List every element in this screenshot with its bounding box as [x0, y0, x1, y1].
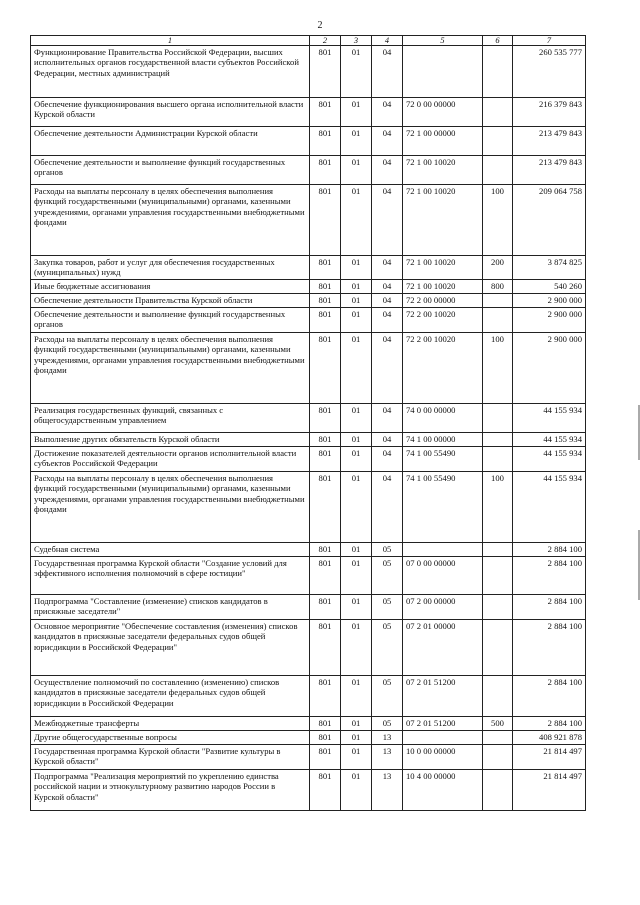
row-value-cell [483, 731, 513, 745]
row-value-cell [403, 46, 483, 98]
row-value-cell: 72 2 00 00000 [403, 294, 483, 308]
table-row [31, 676, 586, 717]
row-value-cell: 05 [372, 557, 403, 595]
row-name-cell: Реализация государственных функций, связанных с общегосударственным управлением [31, 404, 310, 433]
table-row [31, 557, 586, 595]
row-value-cell: 72 2 00 10020 [403, 333, 483, 404]
row-value-cell: 2 884 100 [513, 620, 586, 676]
col-header: 1 [31, 36, 310, 46]
row-name-cell: Судебная система [31, 543, 310, 557]
row-value-cell [403, 543, 483, 557]
table-row [31, 156, 586, 185]
row-value-cell: 01 [341, 745, 372, 770]
row-value-cell: 01 [341, 185, 372, 256]
table-row [31, 543, 586, 557]
row-value-cell: 801 [310, 745, 341, 770]
row-name-cell: Межбюджетные трансферты [31, 717, 310, 731]
row-value-cell: 04 [372, 185, 403, 256]
row-name-cell: Расходы на выплаты персоналу в целях обеспечения выполнения функций государственными (муниципальными) органами, казенными учреждениями, органами управления государственными внебюджетными фондами [31, 185, 310, 256]
table-row [31, 256, 586, 280]
row-value-cell: 04 [372, 308, 403, 333]
row-value-cell: 801 [310, 620, 341, 676]
row-value-cell: 216 379 843 [513, 98, 586, 127]
row-value-cell: 213 479 843 [513, 127, 586, 156]
row-value-cell: 801 [310, 46, 341, 98]
row-name-cell: Обеспечение функционирования высшего органа исполнительной власти Курской области [31, 98, 310, 127]
row-value-cell: 21 814 497 [513, 770, 586, 811]
row-value-cell: 801 [310, 770, 341, 811]
row-value-cell: 74 1 00 55490 [403, 447, 483, 472]
col-header: 4 [372, 36, 403, 46]
col-header: 5 [403, 36, 483, 46]
row-value-cell: 01 [341, 557, 372, 595]
row-value-cell: 408 921 878 [513, 731, 586, 745]
row-value-cell [483, 543, 513, 557]
table-row [31, 472, 586, 543]
row-value-cell: 05 [372, 620, 403, 676]
row-value-cell: 05 [372, 717, 403, 731]
row-value-cell: 07 2 01 51200 [403, 717, 483, 731]
col-header: 6 [483, 36, 513, 46]
row-value-cell: 801 [310, 98, 341, 127]
table-row [31, 731, 586, 745]
row-value-cell: 01 [341, 676, 372, 717]
row-name-cell: Достижение показателей деятельности органов исполнительной власти субъектов Российской Федерации [31, 447, 310, 472]
row-value-cell: 04 [372, 280, 403, 294]
row-value-cell: 801 [310, 127, 341, 156]
page-number: 2 [317, 20, 323, 31]
row-value-cell: 10 0 00 00000 [403, 745, 483, 770]
row-value-cell: 801 [310, 472, 341, 543]
table-row [31, 185, 586, 256]
row-value-cell: 07 0 00 00000 [403, 557, 483, 595]
row-value-cell: 01 [341, 46, 372, 98]
table-row [31, 433, 586, 447]
row-value-cell: 05 [372, 543, 403, 557]
row-value-cell: 01 [341, 620, 372, 676]
row-value-cell: 213 479 843 [513, 156, 586, 185]
row-value-cell: 800 [483, 280, 513, 294]
row-value-cell: 801 [310, 156, 341, 185]
row-value-cell [483, 557, 513, 595]
row-value-cell: 2 884 100 [513, 595, 586, 620]
row-value-cell: 01 [341, 256, 372, 280]
row-value-cell: 04 [372, 333, 403, 404]
row-value-cell: 2 884 100 [513, 676, 586, 717]
row-value-cell [483, 770, 513, 811]
row-value-cell [403, 731, 483, 745]
row-value-cell: 200 [483, 256, 513, 280]
row-value-cell: 21 814 497 [513, 745, 586, 770]
row-value-cell: 04 [372, 433, 403, 447]
row-value-cell: 01 [341, 333, 372, 404]
row-value-cell: 801 [310, 447, 341, 472]
row-value-cell: 01 [341, 543, 372, 557]
row-value-cell: 801 [310, 333, 341, 404]
row-value-cell: 100 [483, 333, 513, 404]
col-header: 7 [513, 36, 586, 46]
row-value-cell: 801 [310, 676, 341, 717]
row-value-cell: 44 155 934 [513, 447, 586, 472]
table-row [31, 620, 586, 676]
row-value-cell: 74 1 00 00000 [403, 433, 483, 447]
row-name-cell: Закупка товаров, работ и услуг для обеспечения государственных (муниципальных) нужд [31, 256, 310, 280]
row-value-cell [483, 294, 513, 308]
table-row [31, 447, 586, 472]
row-name-cell: Выполнение других обязательств Курской области [31, 433, 310, 447]
row-value-cell: 05 [372, 595, 403, 620]
row-value-cell: 04 [372, 46, 403, 98]
row-value-cell: 260 535 777 [513, 46, 586, 98]
row-value-cell: 13 [372, 745, 403, 770]
table-row [31, 294, 586, 308]
row-value-cell: 801 [310, 280, 341, 294]
row-value-cell: 01 [341, 98, 372, 127]
row-value-cell: 07 2 01 00000 [403, 620, 483, 676]
row-value-cell: 10 4 00 00000 [403, 770, 483, 811]
budget-table [30, 35, 586, 811]
row-name-cell: Расходы на выплаты персоналу в целях обеспечения выполнения функций государственными (муниципальными) органами, казенными учреждениями, органами управления государственными внебюджетными фондами [31, 333, 310, 404]
table-row [31, 595, 586, 620]
row-name-cell: Осуществление полномочий по составлению (изменению) списков кандидатов в присяжные заседатели федеральных судов общей юрисдикции в Российской Федерации [31, 676, 310, 717]
row-value-cell: 04 [372, 256, 403, 280]
row-value-cell: 04 [372, 472, 403, 543]
row-value-cell [483, 308, 513, 333]
row-value-cell: 01 [341, 731, 372, 745]
row-value-cell: 13 [372, 770, 403, 811]
row-name-cell: Обеспечение деятельности Администрации Курской области [31, 127, 310, 156]
row-value-cell: 801 [310, 294, 341, 308]
row-value-cell: 07 2 00 00000 [403, 595, 483, 620]
row-name-cell: Обеспечение деятельности Правительства Курской области [31, 294, 310, 308]
row-value-cell: 01 [341, 404, 372, 433]
row-value-cell [483, 745, 513, 770]
row-value-cell: 801 [310, 433, 341, 447]
table-row [31, 280, 586, 294]
row-name-cell: Подпрограмма "Реализация мероприятий по укреплению единства российской нации и этнокультурному развитию народов России в Курской области" [31, 770, 310, 811]
row-name-cell: Основное мероприятие "Обеспечение составления (изменения) списков кандидатов в присяжные заседатели федеральных судов общей юрисдикции в Российской Федерации" [31, 620, 310, 676]
row-name-cell: Иные бюджетные ассигнования [31, 280, 310, 294]
row-value-cell: 72 2 00 10020 [403, 308, 483, 333]
row-value-cell: 3 874 825 [513, 256, 586, 280]
row-name-cell: Государственная программа Курской области "Создание условий для эффективного исполнения полномочий в сфере юстиции" [31, 557, 310, 595]
row-value-cell: 801 [310, 185, 341, 256]
row-value-cell: 2 900 000 [513, 308, 586, 333]
table-row [31, 404, 586, 433]
row-value-cell: 100 [483, 185, 513, 256]
row-value-cell: 72 1 00 10020 [403, 256, 483, 280]
row-value-cell: 2 900 000 [513, 333, 586, 404]
row-value-cell: 801 [310, 557, 341, 595]
row-value-cell: 05 [372, 676, 403, 717]
row-value-cell: 801 [310, 308, 341, 333]
row-value-cell: 01 [341, 156, 372, 185]
table-row [31, 333, 586, 404]
table-row [31, 308, 586, 333]
row-name-cell: Обеспечение деятельности и выполнение функций государственных органов [31, 156, 310, 185]
row-value-cell: 01 [341, 294, 372, 308]
row-value-cell: 01 [341, 308, 372, 333]
row-value-cell: 540 260 [513, 280, 586, 294]
row-value-cell: 72 1 00 00000 [403, 127, 483, 156]
row-value-cell: 01 [341, 595, 372, 620]
row-value-cell: 2 884 100 [513, 557, 586, 595]
row-value-cell: 2 884 100 [513, 543, 586, 557]
row-value-cell: 801 [310, 543, 341, 557]
row-value-cell: 72 0 00 00000 [403, 98, 483, 127]
row-value-cell: 801 [310, 404, 341, 433]
row-value-cell: 04 [372, 404, 403, 433]
row-value-cell [483, 156, 513, 185]
row-name-cell: Расходы на выплаты персоналу в целях обеспечения выполнения функций государственными (муниципальными) органами, казенными учреждениями, органами управления государственными внебюджетными фондами [31, 472, 310, 543]
row-value-cell [483, 447, 513, 472]
row-value-cell: 04 [372, 294, 403, 308]
table-row [31, 770, 586, 811]
row-name-cell: Подпрограмма "Составление (изменение) списков кандидатов в присяжные заседатели" [31, 595, 310, 620]
row-value-cell [483, 620, 513, 676]
col-header: 2 [310, 36, 341, 46]
row-value-cell: 01 [341, 433, 372, 447]
row-value-cell: 44 155 934 [513, 433, 586, 447]
row-name-cell: Функционирование Правительства Российской Федерации, высших исполнительных органов государственной власти субъектов Российской Федерации, местных администраций [31, 46, 310, 98]
row-value-cell [483, 127, 513, 156]
row-value-cell: 01 [341, 280, 372, 294]
row-value-cell: 74 0 00 00000 [403, 404, 483, 433]
row-name-cell: Государственная программа Курской области "Развитие культуры в Курской области" [31, 745, 310, 770]
row-value-cell: 500 [483, 717, 513, 731]
row-value-cell: 209 064 758 [513, 185, 586, 256]
table-row [31, 745, 586, 770]
row-value-cell: 01 [341, 770, 372, 811]
row-value-cell [483, 404, 513, 433]
row-value-cell: 72 1 00 10020 [403, 280, 483, 294]
row-value-cell: 01 [341, 127, 372, 156]
table-header-row [31, 36, 586, 46]
row-value-cell: 801 [310, 731, 341, 745]
row-name-cell: Обеспечение деятельности и выполнение функций государственных органов [31, 308, 310, 333]
row-value-cell: 01 [341, 717, 372, 731]
row-value-cell: 44 155 934 [513, 404, 586, 433]
row-value-cell [483, 98, 513, 127]
table-row [31, 717, 586, 731]
row-value-cell [483, 676, 513, 717]
col-header: 3 [341, 36, 372, 46]
table-row [31, 127, 586, 156]
row-value-cell [483, 433, 513, 447]
row-value-cell: 04 [372, 127, 403, 156]
row-value-cell: 2 900 000 [513, 294, 586, 308]
row-value-cell: 01 [341, 447, 372, 472]
table-row [31, 46, 586, 98]
row-value-cell: 74 1 00 55490 [403, 472, 483, 543]
row-value-cell: 04 [372, 98, 403, 127]
row-value-cell: 801 [310, 717, 341, 731]
row-value-cell: 801 [310, 595, 341, 620]
row-value-cell: 01 [341, 472, 372, 543]
row-value-cell: 2 884 100 [513, 717, 586, 731]
row-value-cell: 07 2 01 51200 [403, 676, 483, 717]
row-value-cell [483, 595, 513, 620]
row-value-cell: 44 155 934 [513, 472, 586, 543]
row-value-cell: 100 [483, 472, 513, 543]
row-value-cell: 04 [372, 156, 403, 185]
row-value-cell [483, 46, 513, 98]
row-value-cell: 72 1 00 10020 [403, 185, 483, 256]
row-value-cell: 72 1 00 10020 [403, 156, 483, 185]
table-row [31, 98, 586, 127]
row-name-cell: Другие общегосударственные вопросы [31, 731, 310, 745]
row-value-cell: 04 [372, 447, 403, 472]
row-value-cell: 801 [310, 256, 341, 280]
row-value-cell: 13 [372, 731, 403, 745]
